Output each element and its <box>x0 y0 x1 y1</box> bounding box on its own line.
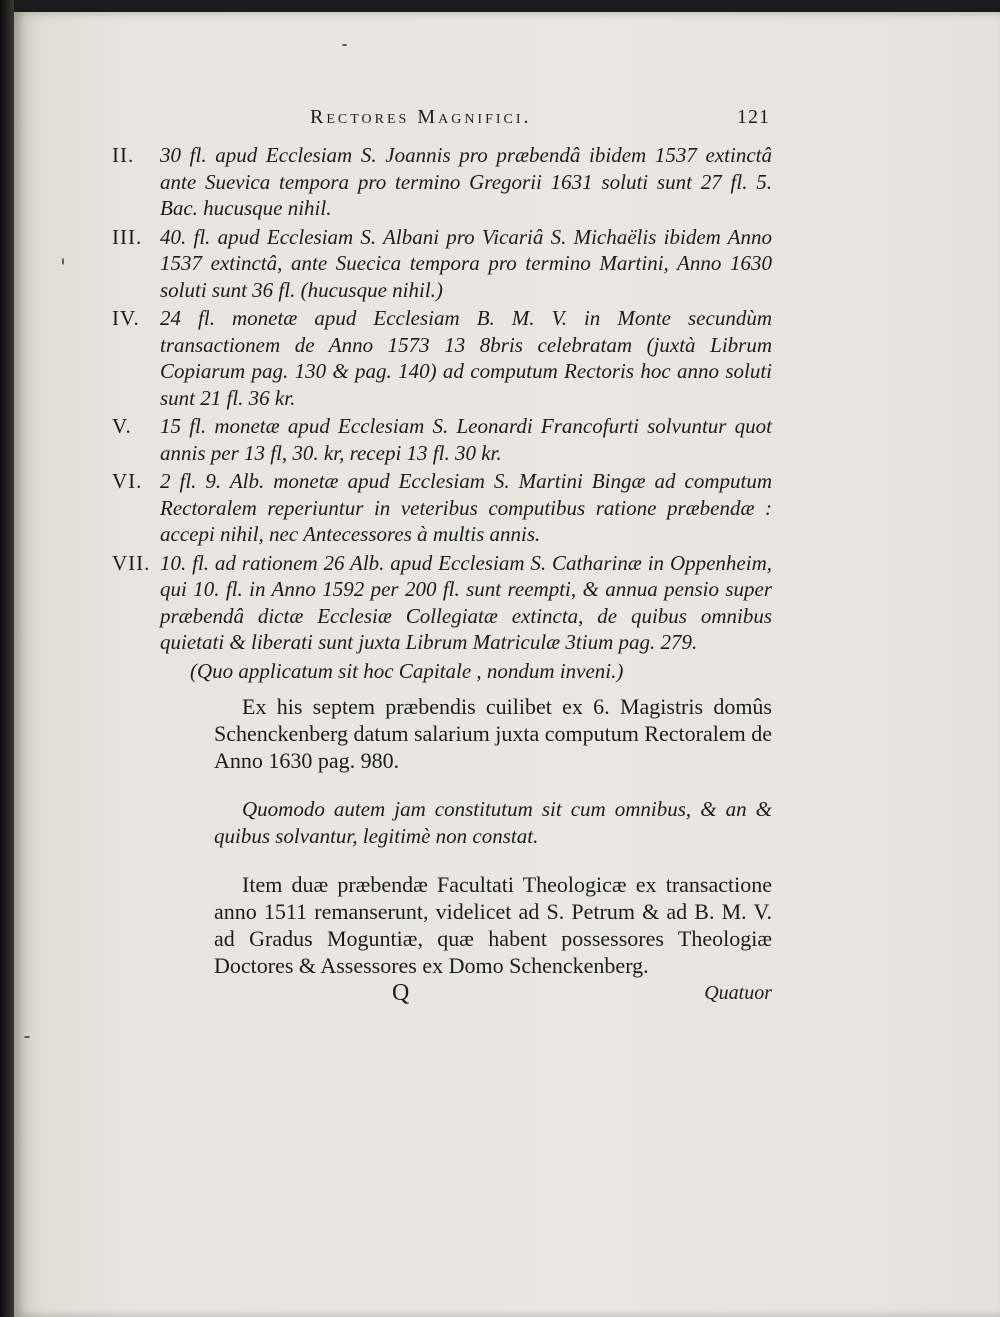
entry-number: VI. <box>112 469 143 493</box>
ink-speck <box>342 44 347 46</box>
catchword: Quatuor <box>704 982 772 1004</box>
page-footer <box>392 980 772 1016</box>
entry-text: 15 fl. monetæ apud Ecclesiam S. Leonardi Francofurti solvuntur quot annis per 13 fl, 30. kr, recepi 13 fl. 30 kr. <box>160 414 772 465</box>
entry-vi <box>112 468 772 548</box>
ink-speck <box>62 258 64 265</box>
running-head: Rectores Magnifici. <box>310 106 532 128</box>
paragraph-theology: Item duæ præbendæ Facultati Theologicæ ex transactione anno 1511 remanserunt, videlicet ad S. Petrum & ad B. M. V. ad Gradus Moguntiæ, quæ habent possessores Theologiæ Doctores & Assessores ex Domo Schenckenberg. <box>214 871 772 978</box>
entry-vii <box>112 550 772 656</box>
page-header <box>310 106 770 136</box>
entry-text: 30 fl. apud Ecclesiam S. Joannis pro præbendâ ibidem 1537 extinctâ ante Suevica tempora pro termino Gregorii 1631 soluti sunt 27 fl. 5. Bac. hucusque nihil. <box>160 143 772 220</box>
entry-v <box>112 413 772 466</box>
ink-speck <box>24 1036 30 1038</box>
entry-iii <box>112 224 772 304</box>
paragraph-salary: Ex his septem præbendis cuilibet ex 6. Magistris domûs Schenckenberg datum salarium juxta computum Rectoralem de Anno 1630 pag. 980. <box>214 693 772 773</box>
entry-number: IV. <box>112 306 140 330</box>
entry-text: 24 fl. monetæ apud Ecclesiam B. M. V. in Monte secundùm transactionem de Anno 1573 13 8bris celebratam (juxtà Librum Copiarum pag. 130 & pag. 140) ad computum Rectoris hoc anno soluti sunt 21 fl. 36 kr. <box>160 306 772 410</box>
entry-iv <box>112 305 772 411</box>
entry-number: II. <box>112 143 135 167</box>
entry-number: III. <box>112 224 143 249</box>
entry-number: VII. <box>112 550 151 575</box>
entry-ii <box>112 142 772 222</box>
book-spine <box>0 0 14 1317</box>
signature-mark: Q <box>392 980 410 1006</box>
paragraph-constitution: Quomodo autem jam constitutum sit cum omnibus, & an & quibus solvantur, legitimè non constat. <box>214 796 772 848</box>
entry-number: V. <box>112 414 132 438</box>
page-number: 121 <box>737 106 770 128</box>
page-body <box>112 142 772 1001</box>
entry-text: 10. fl. ad rationem 26 Alb. apud Ecclesiam S. Catharinæ in Oppenheim, qui 10. fl. in Anno 1592 per 200 fl. sunt reempti, & annua pensio super præbendâ dictæ Ecclesiæ Collegiatæ extincta, de quibus omnibus quietati & liberati sunt juxta Librum Matriculæ 3tium pag. 279. <box>160 550 772 654</box>
capital-note: (Quo applicatum sit hoc Capitale , nondum inveni.) <box>190 658 624 683</box>
entry-text: 2 fl. 9. Alb. monetæ apud Ecclesiam S. Martini Bingæ ad computum Rectoralem reperiuntur in veteribus computibus ratione præbendæ : accepi nihil, nec Antecessores à multis annis. <box>160 469 772 546</box>
entry-text: 40. fl. apud Ecclesiam S. Albani pro Vicariâ S. Michaëlis ibidem Anno 1537 extinctâ, ante Suecica tempora pro termino Martini, Anno 1630 soluti sunt 36 fl. (hucusque nihil.) <box>160 224 772 302</box>
